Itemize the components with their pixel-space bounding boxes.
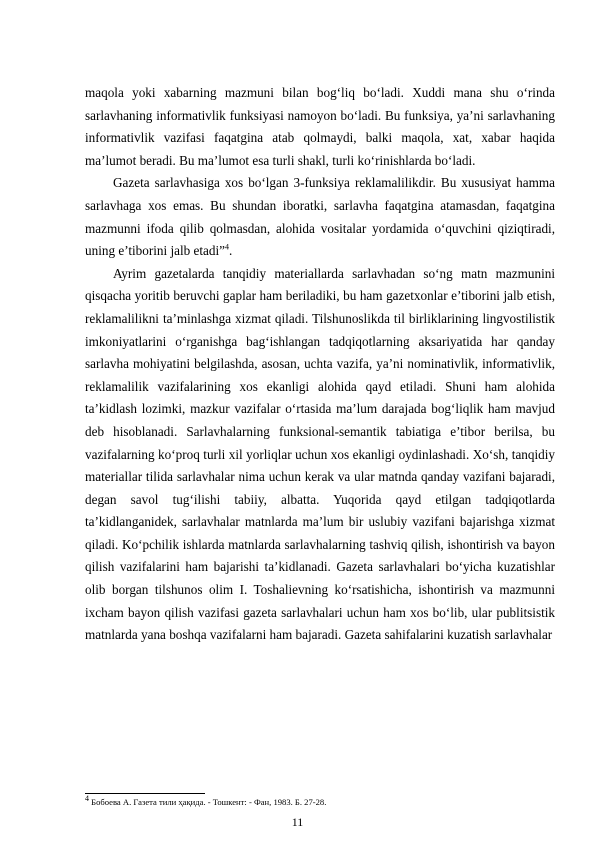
page-number: 11 <box>291 815 304 829</box>
paragraph-1: maqola yoki xabarning mazmuni bilan bog‘liq bo‘ladi. Xuddi mana shu o‘rinda sarlavhaning informativlik funksiyasi namoyon bo‘ladi. Bu funksiya, ya’ni sarlavhaning informativlik vazifasi faqatgina atab qolmaydi, balki maqola, xat, xabar haqida ma’lumot beradi. Bu ma’lumot esa turli shakl, turli ko‘rinishlarda bo‘ladi. <box>85 85 555 168</box>
footnote-text: Бобоева А. Газета тили ҳақида. - Тошкент: - Фан, 1983. Б. 27-28. <box>91 797 327 807</box>
footnote-reference[interactable]: 4 <box>225 242 230 252</box>
paragraph-2: Gazeta sarlavhasiga xos bo‘lgan 3-funksiya reklamalilikdir. Bu xususiyat hamma sarlavhaga xos emas. Bu shundan iboratki, sarlavha faqatgina atamasdan, faqatgina mazmunni ifoda qilib qolmasdan, alohida vositalar yordamida o‘quvchini qiziqtiradi, uning e’tiborini jalb etadi”$^4$. <box>85 175 555 259</box>
paragraph-3: Ayrim gazetalarda tanqidiy materiallarda sarlavhadan so‘ng matn mazmunini qisqacha yoritib beruvchi gaplar ham beriladiki, bu ham gazetxonlar e’tiborini jalb etish, reklamalilikni ta’minlashga xizmat qiladi. Tilshunoslikda til birliklarining lingvostilistik imkoniyatlarini o‘rganishga bag‘ishlangan tadqiqotlarning aksariyatida har qanday sarlavha mohiyatini belgilashda, asosan, uchta vazifa, ya’ni nominativlik, informativlik, reklamalilik vazifalarining xos ekanligi alohida qayd etiladi. Shuni ham alohida ta’kidlash lozimki, mazkur vazifalar o‘rtasida ma’lum darajada bog‘liqlik ham mavjud deb hisoblanadi. Sarlavhalarning funksional-semantik tabiatiga e’tibor berilsa, bu vazifalarning ko‘proq turli xil yorliqlar uchun xos ekanligi oydinlashadi. Xo‘sh, tanqidiy materiallar tilida sarlavhalar nima uchun kerak va ular matnda qanday vazifani bajaradi, degan savol tug‘ilishi tabiiy, albatta. Yuqorida qayd etilgan tadqiqotlarda ta’kidlanganidek, sarlavhalar matnlarda ma’lum bir uslubiy vazifani bajarishga xizmat qiladi. Ko‘pchilik ishlarda matnlarda sarlavhalarning tashviq qilish, ishontirish va bayon qilish vazifalarini ham bajarishi ta’kidlanadi. Gazeta sarlavhalari bo‘yicha kuzatishlar olib borgan tilshunos olim I. Toshalievning ko‘rsatishicha, ishontirish va mazmunni ixcham bayon qilish vazifasi gazeta sarlavhalari uchun ham xos bo‘lib, ular publitsistik matnlarda yana boshqa vazifalarni ham bajaradi. Gazeta sahifalarini kuzatish sarlavhalar <box>85 265 555 643</box>
body-text <box>85 82 555 647</box>
footnote-mark: 4 <box>85 794 89 804</box>
paragraph-2-text: Gazeta sarlavhasiga xos bo‘lgan 3-funksiya reklamalilikdir. Bu xususiyat hamma sarlavhaga xos emas. Bu shundan iboratki, sarlavha faqatgina atamasdan, faqatgina mazmunni ifoda qilib qolmasdan, alohida vositalar yordamida o‘quvchini qiziqtiradi, uning e’tiborini jalb etadi” <box>85 175 555 259</box>
footnote-divider <box>85 793 205 794</box>
footnote <box>85 794 555 808</box>
